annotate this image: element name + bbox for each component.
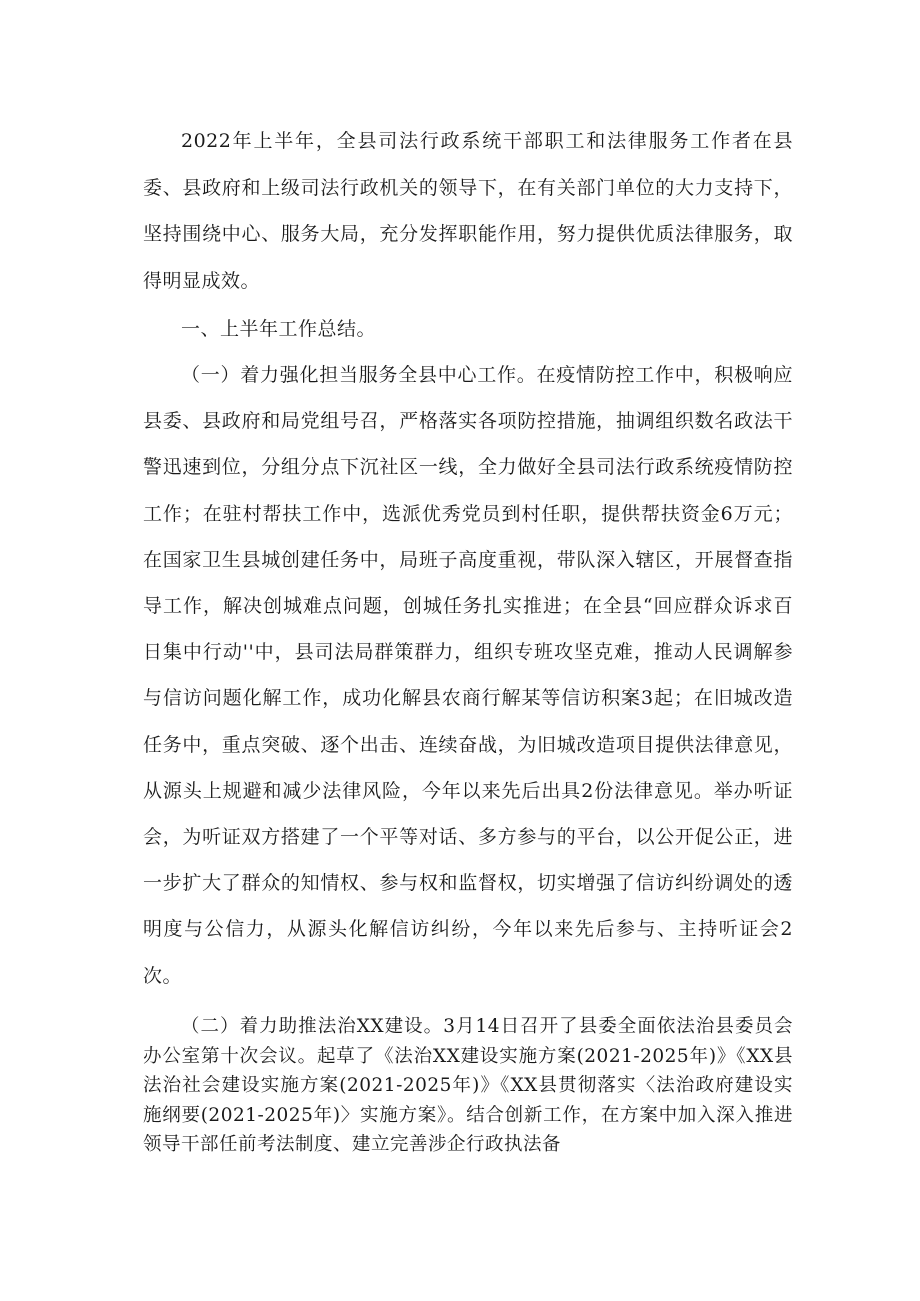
section-1-paragraph: （一）着力强化担当服务全县中心工作。在疫情防控工作中，积极响应县委、县政府和局党组号召，严格落实各项防控措施，抽调组织数名政法干警迅速到位，分组分点下沉社区一线，全力做好全县司法行政系统疫情防控工作；在驻村帮扶工作中，选派优秀党员到村任职，提供帮扶资金6万元；在国家卫生县城创建任务中，局班子高度重视，带队深入辖区，开展督查指导工作，解决创城难点问题，创城任务扎实推进；在全县“回应群众诉求百日集中行动''中，县司法局群策群力，组织专班攻坚克难，推动人民调解参与信访问题化解工作，成功化解县农商行解某等信访积案3起；在旧城改造任务中，重点突破、逐个出击、连续奋战，为旧城改造项目提供法律意见，从源头上规避和减少法律风险，今年以来先后出具2份法律意见。举办听证会，为听证双方搭建了一个平等对话、多方参与的平台，以公开促公正，进一步扩大了群众的知情权、参与权和监督权，切实增强了信访纠纷调处的透明度与公信力，从源头化解信访纠纷，今年以来先后参与、主持听证会2次。 [143,364,793,987]
section-heading: 一、上半年工作总结。 [181,318,377,340]
section-2-paragraph: （二）着力助推法治XX建设。3月14日召开了县委全面依法治县委员会办公室第十次会议。起草了《法治XX建设实施方案(2021-2025年)》《XX县法治社会建设实施方案(2021-2025年)》《XX县贯彻落实〈法治政府建设实施纲要(2021-2025年)〉实施方案》。结合创新工作，在方案中加入深入推进领导干部任前考法制度、建立完善涉企行政执法备 [143,1016,793,1155]
intro-paragraph: 2022年上半年，全县司法行政系统干部职工和法律服务工作者在县委、县政府和上级司法行政机关的领导下，在有关部门单位的大力支持下，坚持围绕中心、服务大局，充分发挥职能作用，努力提供优质法律服务，取得明显成效。 [143,130,793,292]
